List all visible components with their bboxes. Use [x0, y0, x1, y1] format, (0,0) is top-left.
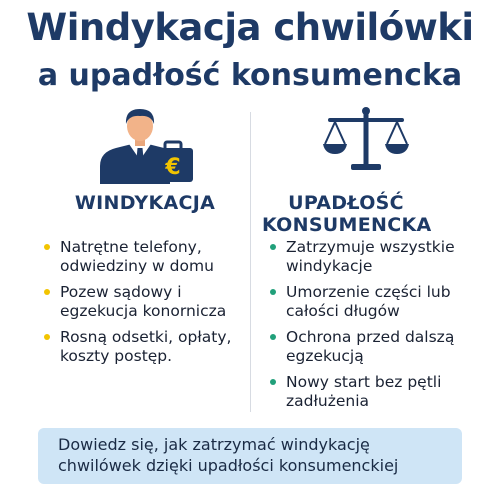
list-item-text: Pozew sądowy i egzekucja konornicza — [60, 283, 227, 320]
cta-banner[interactable] — [38, 428, 462, 484]
list-item — [44, 238, 244, 276]
page-subtitle: a upadłość konsumencka — [37, 58, 463, 93]
bullet-dot — [270, 334, 276, 340]
list-item-text: Umorzenie części lub całości długów — [286, 283, 451, 320]
debt-collector-icon — [96, 106, 198, 184]
list-item-text: Nowy start bez pętli zadłużenia — [286, 373, 442, 410]
list-item-text: Zatrzymuje wszystkie windykacje — [286, 238, 455, 275]
list-item — [270, 283, 460, 321]
list-item — [270, 373, 460, 411]
bullet-dot — [270, 244, 276, 250]
right-heading-line2: KONSUMENCKA — [262, 214, 432, 236]
bullet-dot — [270, 289, 276, 295]
right-bullet-list — [270, 238, 460, 418]
left-bullet-list — [44, 238, 244, 373]
svg-text:€: € — [165, 155, 181, 180]
column-divider — [250, 112, 251, 412]
list-item — [270, 238, 460, 276]
bullet-dot — [44, 244, 50, 250]
list-item — [270, 328, 460, 366]
list-item-text: Ochrona przed dalszą egzekucją — [286, 328, 455, 365]
cta-text: Dowiedz się, jak zatrzymać windykację chwilówek dzięki upadłości konsumenckiej — [58, 435, 399, 475]
page-title: Windykacja chwilówki — [26, 6, 474, 49]
bullet-dot — [44, 334, 50, 340]
bullet-dot — [270, 379, 276, 385]
right-heading — [262, 192, 430, 236]
list-item — [44, 328, 244, 366]
bullet-dot — [44, 289, 50, 295]
list-item-text: Rosną odsetki, opłaty, koszty postęp. — [60, 328, 232, 365]
right-heading-line1: UPADŁOŚĆ — [288, 192, 404, 214]
list-item — [44, 283, 244, 321]
left-heading: WINDYKACJA — [74, 192, 216, 214]
list-item-text: Natrętne telefony, odwiedziny w domu — [60, 238, 214, 275]
scales-icon — [323, 106, 409, 174]
